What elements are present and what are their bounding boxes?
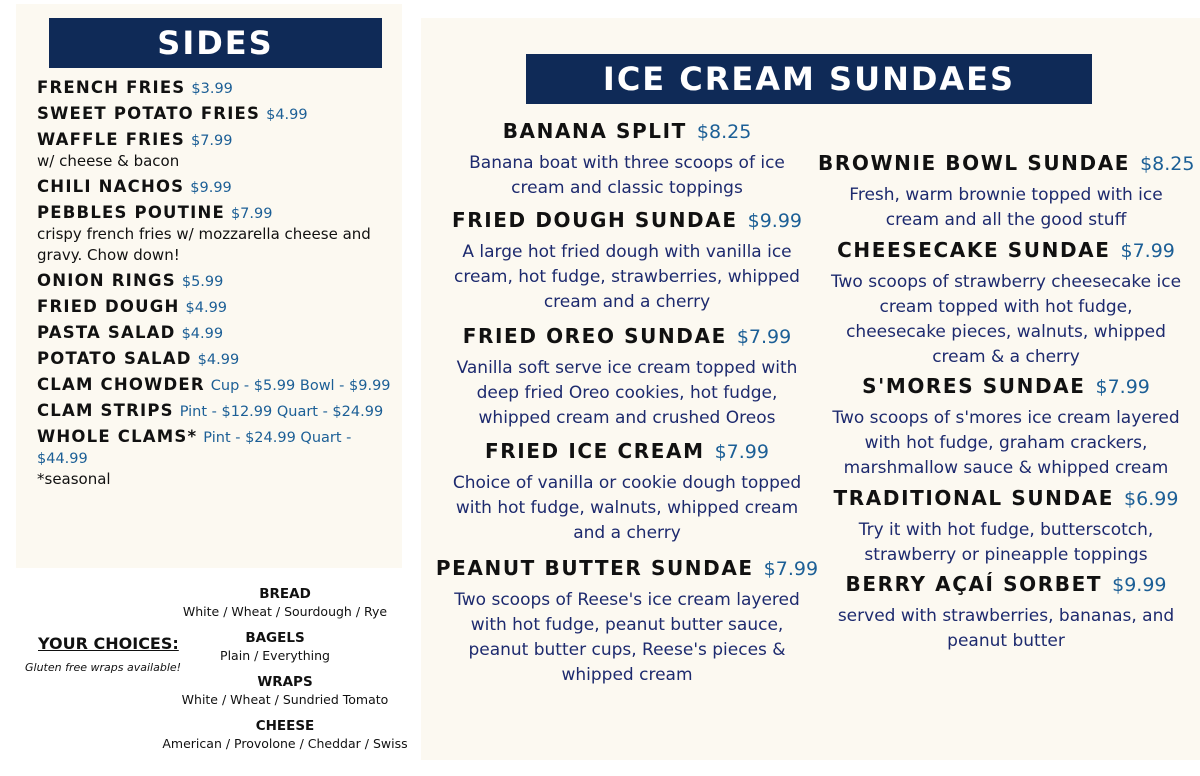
side-description: w/ cheese & bacon [37, 152, 180, 170]
side-item [37, 375, 397, 396]
side-price: Pint - $24.99 Quart - $44.99 [37, 430, 352, 467]
side-name: PASTA SALAD [37, 323, 176, 342]
sundae-item [818, 236, 1194, 370]
sundae-price: $8.25 [696, 121, 752, 143]
sundae-name: CHEESECAKE SUNDAE [837, 238, 1111, 262]
sundae-price: $7.99 [763, 558, 819, 580]
sundaes-title: ICE CREAM SUNDAES [526, 54, 1092, 104]
side-item [37, 130, 397, 172]
choice-options: Plain / Everything [220, 648, 330, 663]
sundae-name: TRADITIONAL SUNDAE [833, 486, 1115, 510]
side-name: FRIED DOUGH [37, 297, 180, 316]
side-item [37, 271, 397, 292]
side-item [37, 323, 397, 344]
side-description: *seasonal [37, 470, 111, 488]
choice-heading: BAGELS [245, 630, 305, 646]
choice-heading: WRAPS [257, 674, 313, 690]
side-item [37, 297, 397, 318]
side-price: Cup - $5.99 Bowl - $9.99 [210, 378, 391, 394]
sundae-item [432, 554, 822, 688]
side-item [37, 78, 397, 99]
sundae-item [818, 372, 1194, 481]
sundae-description: Vanilla soft serve ice cream topped with deep fried Oreo cookies, hot fudge, whipped cream and crushed Oreos [456, 358, 798, 428]
side-item [37, 427, 397, 490]
sundae-description: Try it with hot fudge, butterscotch, strawberry or pineapple toppings [858, 520, 1154, 565]
side-price: $5.99 [181, 274, 224, 290]
choice-options: American / Provolone / Cheddar / Swiss [162, 736, 408, 751]
sundae-price: $7.99 [736, 326, 792, 348]
sundae-name: BROWNIE BOWL SUNDAE [818, 151, 1131, 175]
side-name: PEBBLES POUTINE [37, 203, 225, 222]
sundae-description: Two scoops of s'mores ice cream layered with hot fudge, graham crackers, marshmallow sauce & whipped cream [832, 408, 1180, 478]
sundae-price: $6.99 [1124, 488, 1179, 510]
choice-group-cheese [140, 717, 430, 753]
side-price: $4.99 [266, 107, 308, 123]
sundae-price: $7.99 [1120, 240, 1175, 262]
side-price: $4.99 [185, 300, 228, 316]
sundae-item [438, 322, 816, 431]
side-name: WAFFLE FRIES [37, 130, 185, 149]
side-price: $9.99 [190, 180, 232, 196]
sundae-item [438, 437, 816, 546]
side-price: $4.99 [181, 326, 224, 342]
sundae-description: Fresh, warm brownie topped with ice cream and all the good stuff [849, 185, 1163, 230]
side-name: POTATO SALAD [37, 349, 192, 368]
side-name: FRENCH FRIES [37, 78, 186, 97]
side-name: SWEET POTATO FRIES [37, 104, 261, 123]
side-price: $7.99 [230, 206, 273, 222]
sundae-price: $8.25 [1140, 153, 1195, 175]
side-name: CHILI NACHOS [37, 177, 185, 196]
sundae-description: Two scoops of Reese's ice cream layered with hot fudge, peanut butter sauce, peanut butter cups, Reese's pieces & whipped cream [454, 590, 800, 685]
side-price: $4.99 [197, 352, 240, 368]
side-price: $3.99 [191, 81, 233, 97]
choices-note: Gluten free wraps available! [25, 661, 182, 674]
choice-group-bagels [150, 629, 400, 665]
sundae-price: $9.99 [1112, 574, 1167, 596]
sides-title: SIDES [49, 18, 382, 68]
side-item [37, 349, 397, 370]
sundae-name: BANANA SPLIT [502, 119, 687, 143]
sides-list [37, 78, 397, 495]
choice-group-wraps [150, 673, 420, 709]
sundae-item [818, 570, 1194, 654]
sundae-price: $7.99 [714, 441, 769, 463]
side-item [37, 104, 397, 125]
sundae-item [438, 117, 816, 201]
choice-heading: CHEESE [255, 718, 315, 734]
side-name: ONION RINGS [37, 271, 176, 290]
side-name: CLAM CHOWDER [37, 375, 205, 394]
sundae-name: FRIED OREO SUNDAE [462, 324, 727, 348]
sundae-item [818, 149, 1194, 233]
side-item [37, 177, 397, 198]
sundae-name: S'MORES SUNDAE [862, 374, 1086, 398]
sundae-name: FRIED DOUGH SUNDAE [451, 208, 738, 232]
choice-options: White / Wheat / Sundried Tomato [181, 692, 389, 707]
sundae-description: Two scoops of strawberry cheesecake ice cream topped with hot fudge, cheesecake pieces, walnuts, whipped cream & a cherry [830, 272, 1182, 367]
side-name: CLAM STRIPS [37, 401, 174, 420]
side-item [37, 401, 397, 422]
side-name: WHOLE CLAMS* [37, 427, 198, 446]
sundae-description: Choice of vanilla or cookie dough topped with hot fudge, walnuts, whipped cream and a cherry [452, 473, 802, 543]
sundae-name: BERRY AÇAÍ SORBET [845, 572, 1103, 596]
choice-heading: BREAD [259, 586, 311, 602]
side-description: crispy french fries w/ mozzarella cheese and gravy. Chow down! [37, 225, 371, 264]
sundae-price: $7.99 [1095, 376, 1150, 398]
side-price: $7.99 [190, 133, 233, 149]
sundae-name: FRIED ICE CREAM [484, 439, 705, 463]
choices-title: YOUR CHOICES: [38, 634, 179, 653]
sundae-description: Banana boat with three scoops of ice cream and classic toppings [469, 153, 785, 198]
sundae-name: PEANUT BUTTER SUNDAE [435, 556, 754, 580]
side-item [37, 203, 397, 266]
sundae-item [818, 484, 1194, 568]
side-price: Pint - $12.99 Quart - $24.99 [179, 404, 384, 420]
sundae-price: $9.99 [747, 210, 803, 232]
choice-options: White / Wheat / Sourdough / Rye [182, 604, 388, 619]
sundae-item [438, 206, 816, 315]
sundae-description: served with strawberries, bananas, and peanut butter [837, 606, 1175, 651]
choice-group-bread [150, 585, 420, 621]
sundae-description: A large hot fried dough with vanilla ice cream, hot fudge, strawberries, whipped cream and a cherry [454, 242, 800, 312]
